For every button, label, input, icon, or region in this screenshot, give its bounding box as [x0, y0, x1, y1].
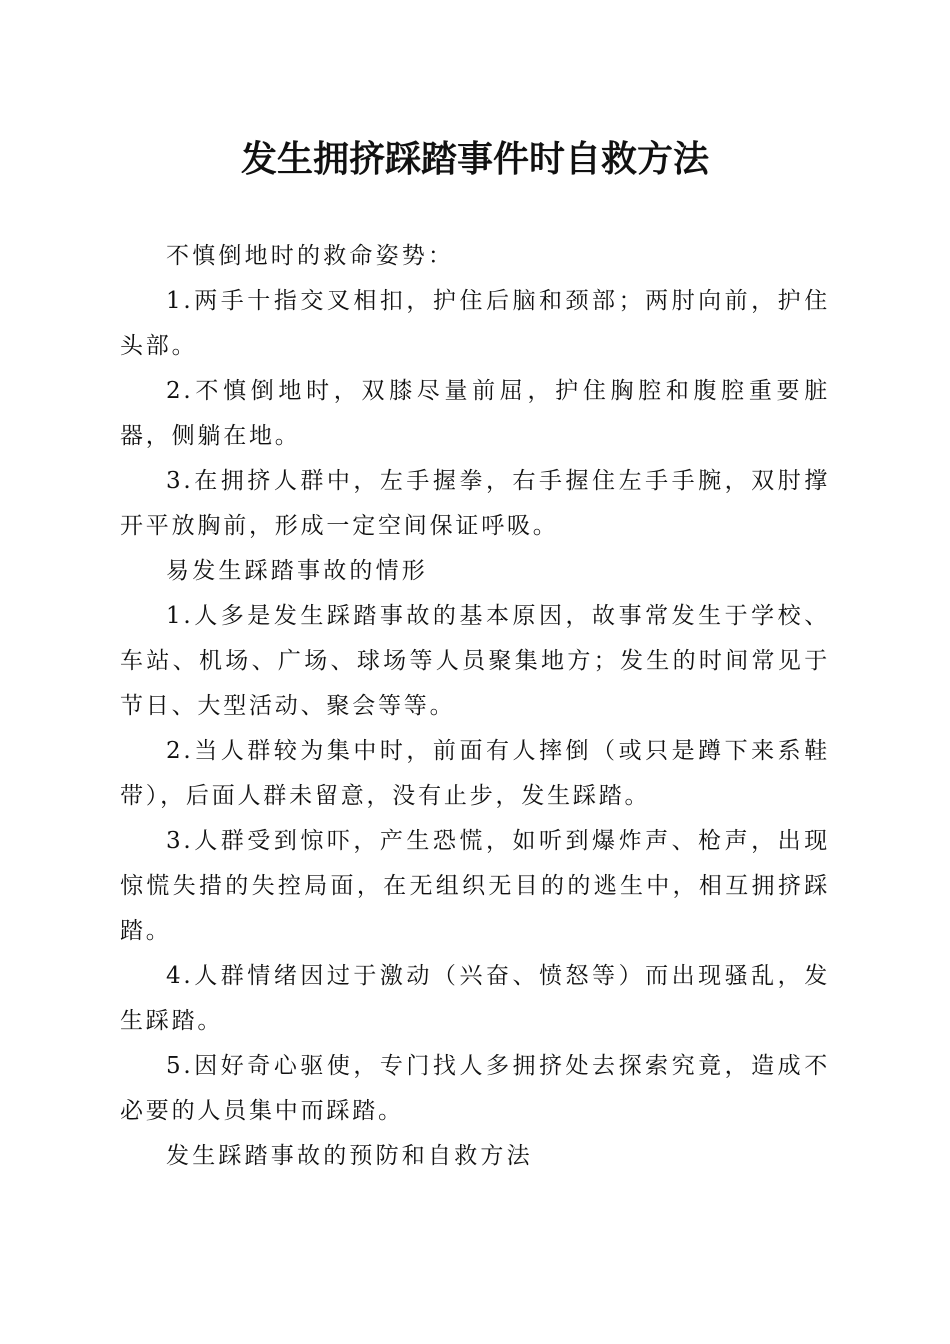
paragraph-risk-1: 1.人多是发生踩踏事故的基本原因，故事常发生于学校、车站、机场、广场、球场等人员聚集地方；发生的时间常见于节日、大型活动、聚会等等。: [120, 603, 830, 719]
section-heading-fall-posture: 不慎倒地时的救命姿势：: [166, 243, 455, 269]
paragraph-posture-2: 2.不慎倒地时，双膝尽量前屈，护住胸腔和腹腔重要脏器，侧躺在地。: [120, 378, 830, 449]
document-body: [120, 234, 830, 1179]
paragraph-posture-1: 1.两手十指交叉相扣，护住后脑和颈部；两肘向前，护住头部。: [120, 288, 830, 359]
section-heading-risk-situations: 易发生踩踏事故的情形: [166, 558, 428, 584]
paragraph-risk-3: 3.人群受到惊吓，产生恐慌，如听到爆炸声、枪声，出现惊慌失措的失控局面，在无组织无目的的逃生中，相互拥挤踩踏。: [120, 828, 830, 944]
section-heading-prevention: 发生踩踏事故的预防和自救方法: [166, 1143, 533, 1169]
paragraph-risk-5: 5.因好奇心驱使，专门找人多拥挤处去探索究竟，造成不必要的人员集中而踩踏。: [120, 1053, 830, 1124]
paragraph-risk-2: 2.当人群较为集中时，前面有人摔倒（或只是蹲下来系鞋带），后面人群未留意，没有止步，发生踩踏。: [120, 738, 830, 809]
paragraph-posture-3: 3.在拥挤人群中，左手握拳，右手握住左手手腕，双肘撑开平放胸前，形成一定空间保证呼吸。: [120, 468, 830, 539]
document-title: 发生拥挤踩踏事件时自救方法: [240, 138, 709, 180]
paragraph-risk-4: 4.人群情绪因过于激动（兴奋、愤怒等）而出现骚乱，发生踩踏。: [120, 963, 830, 1034]
